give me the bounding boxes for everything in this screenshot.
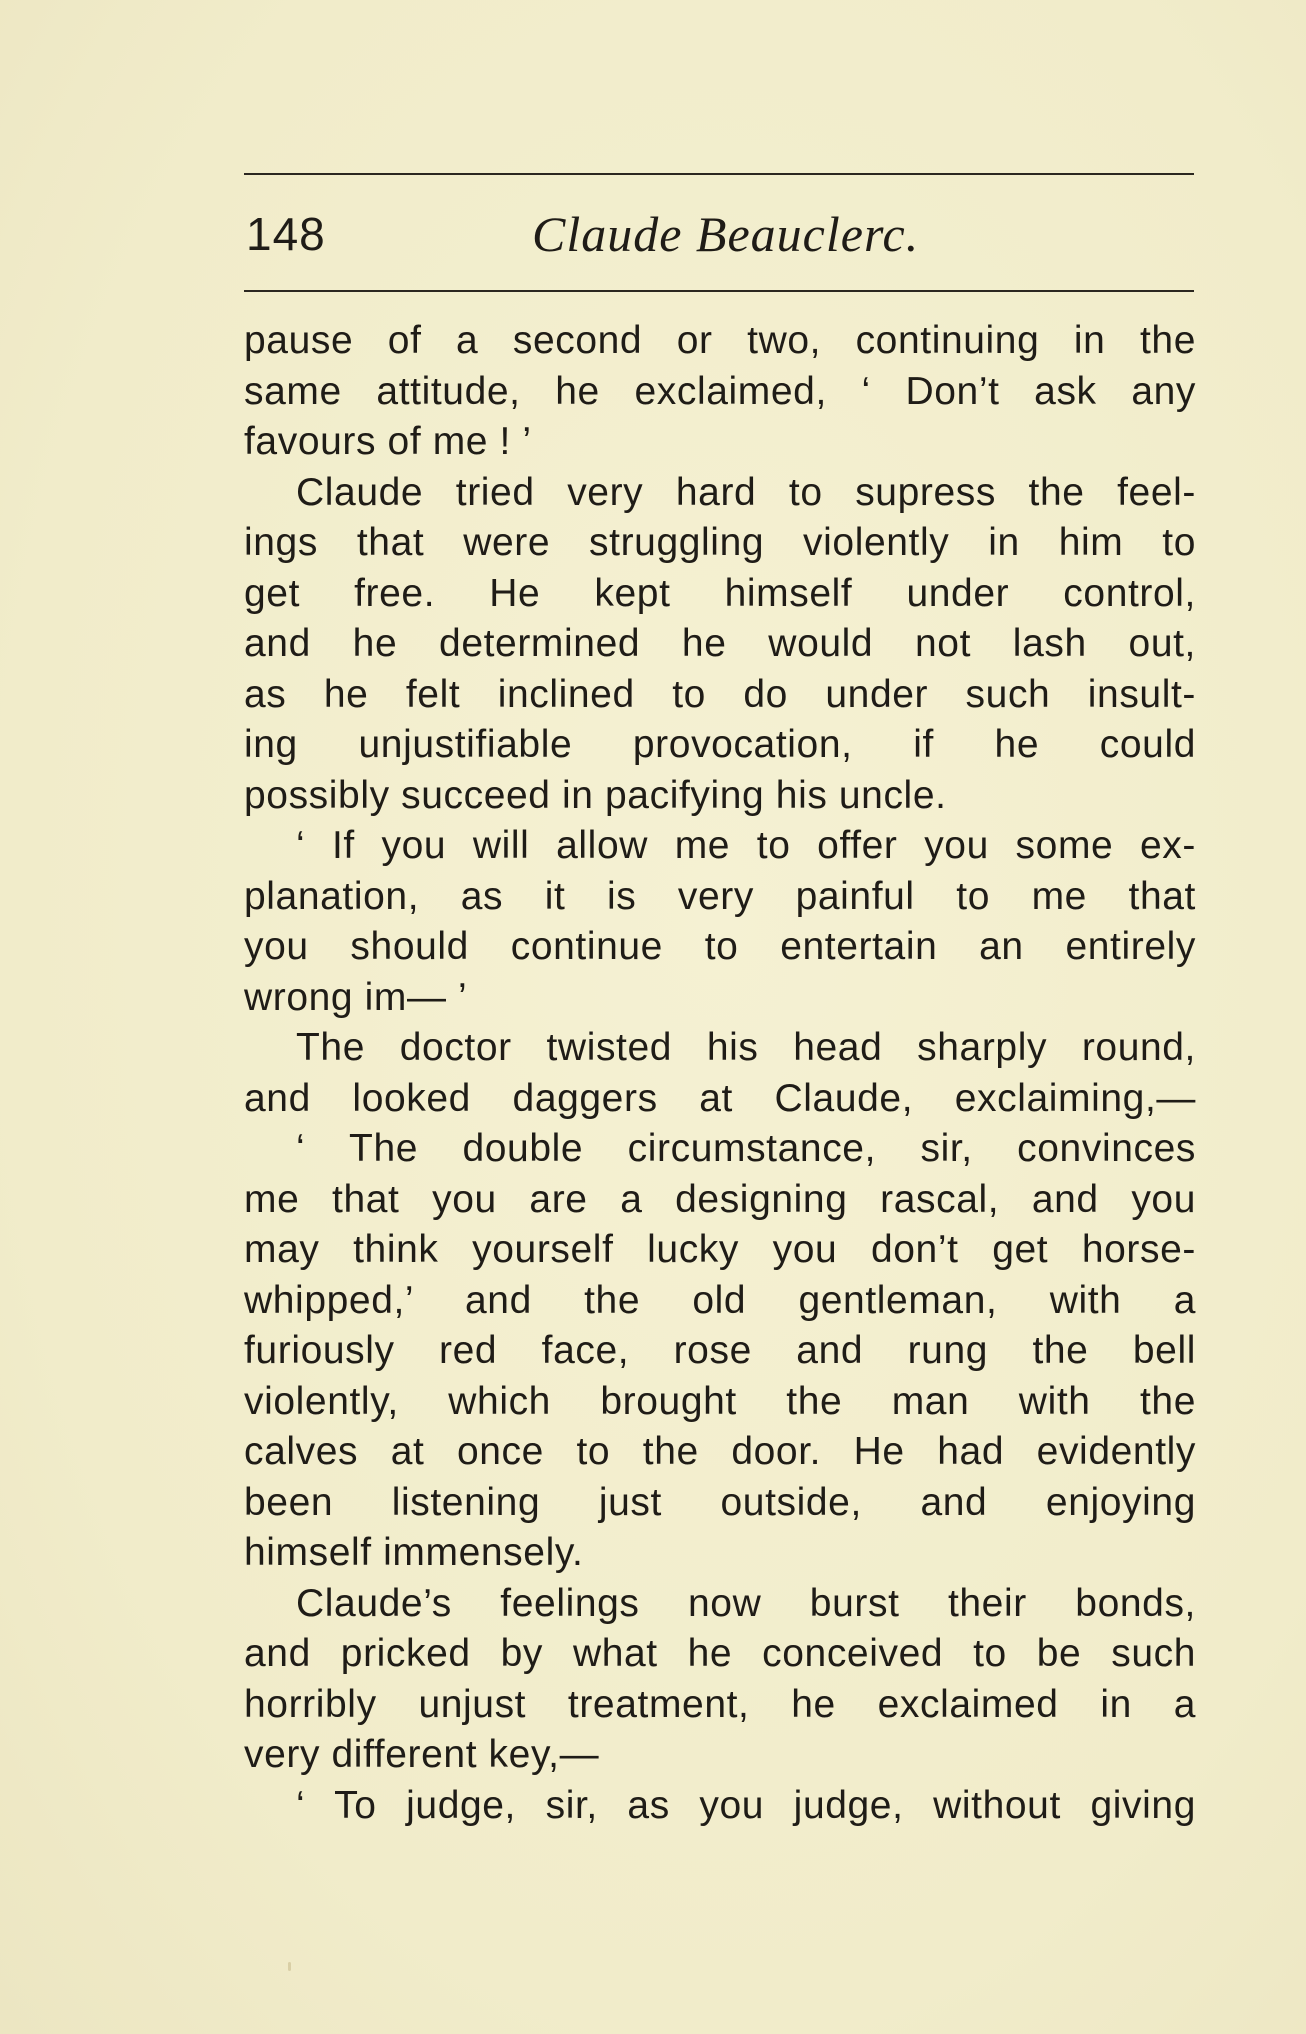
text-line: ings that were struggling violently in him to bbox=[244, 521, 1196, 564]
text-line: me that you are a designing rascal, and you bbox=[244, 1177, 1196, 1221]
text-line: Claude’s feelings now burst their bonds, bbox=[296, 1581, 1196, 1625]
text-line: ing unjustifiable provocation, if he could bbox=[244, 723, 1196, 766]
text-line: pause of a second or two, continuing in the bbox=[244, 319, 1196, 362]
header-bottom-rule bbox=[244, 290, 1194, 292]
text-line: violently, which brought the man with the bbox=[244, 1379, 1196, 1423]
text-line: you should continue to entertain an entirely bbox=[244, 925, 1196, 968]
paper-speck bbox=[288, 1962, 291, 1971]
text-line: furiously red face, rose and rung the bell bbox=[244, 1329, 1196, 1372]
text-line: planation, as it is very painful to me that bbox=[244, 874, 1196, 918]
text-line: ‘ To judge, sir, as you judge, without giving bbox=[296, 1783, 1196, 1827]
text-line: been listening just outside, and enjoying bbox=[244, 1480, 1196, 1524]
text-line: Claude tried very hard to supress the feel- bbox=[296, 470, 1196, 514]
text-line: calves at once to the door. He had evidently bbox=[244, 1430, 1196, 1473]
text-line: get free. He kept himself under control, bbox=[244, 571, 1196, 615]
text-line: same attitude, he exclaimed, ‘ Don’t ask any bbox=[244, 369, 1196, 413]
body-text bbox=[244, 316, 1196, 1831]
text-line: horribly unjust treatment, he exclaimed in a bbox=[244, 1682, 1196, 1726]
text-line: The doctor twisted his head sharply round, bbox=[296, 1026, 1196, 1069]
text-line: as he felt inclined to do under such insult- bbox=[244, 672, 1196, 716]
text-line: very different key,— bbox=[244, 1733, 600, 1776]
text-line: and pricked by what he conceived to be such bbox=[244, 1632, 1196, 1675]
text-line: and he determined he would not lash out, bbox=[244, 622, 1196, 665]
text-line: favours of me ! ’ bbox=[244, 420, 532, 463]
text-line: whipped,’ and the old gentleman, with a bbox=[244, 1278, 1196, 1322]
text-line: possibly succeed in pacifying his uncle. bbox=[244, 773, 947, 817]
text-line: ‘ The double circumstance, sir, convinces bbox=[296, 1127, 1196, 1170]
text-line: ‘ If you will allow me to offer you some ex- bbox=[296, 824, 1196, 867]
text-line: and looked daggers at Claude, exclaiming,— bbox=[244, 1076, 1196, 1120]
page-number: 148 bbox=[246, 208, 326, 260]
running-head: Claude Beauclerc. bbox=[532, 206, 920, 262]
text-line: himself immensely. bbox=[244, 1531, 584, 1574]
text-line: may think yourself lucky you don’t get horse- bbox=[244, 1228, 1196, 1271]
header-top-rule bbox=[244, 173, 1194, 175]
text-line: wrong im— ’ bbox=[244, 975, 468, 1019]
